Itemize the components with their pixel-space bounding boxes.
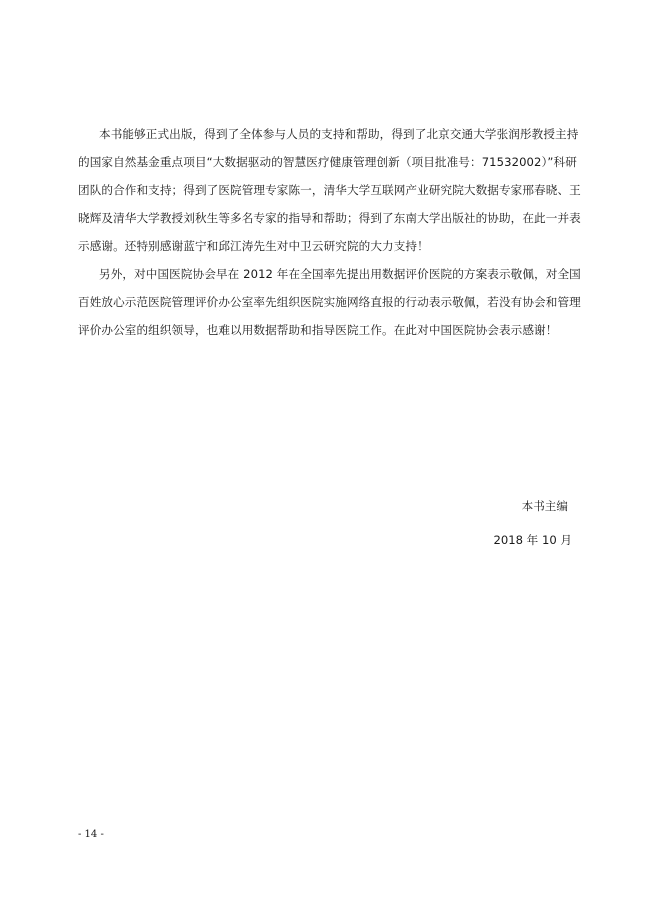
signature-date: 2018 年 10 月 [493, 533, 572, 547]
paragraph-line: 晓辉及清华大学教授刘秋生等多名专家的指导和帮助；得到了东南大学出版社的协助，在此一并表 [78, 211, 581, 225]
paragraph-line: 的国家自然基金重点项目“大数据驱动的智慧医疗健康管理创新（项目批准号：71532002）”科研 [78, 155, 577, 169]
page-number: - 14 - [78, 829, 104, 840]
paragraph-line: 另外，对中国医院协会早在 2012 年在全国率先提出用数据评价医院的方案表示敬佩，对全国 [99, 267, 581, 281]
paragraph-line: 评价办公室的组织领导，也难以用数据帮助和指导医院工作。在此对中国医院协会表示感谢！ [78, 323, 558, 337]
paragraph-line: 团队的合作和支持；得到了医院管理专家陈一，清华大学互联网产业研究院大数据专家邢春晓、王 [78, 183, 581, 197]
paragraph-2 [78, 260, 580, 344]
paragraph-line: 示感谢。还特别感谢蓝宁和邱江涛先生对中卫云研究院的大力支持！ [78, 239, 429, 253]
paragraph-line: 百姓放心示范医院管理评价办公室率先组织医院实施网络直报的行动表示敬佩，若没有协会和管理 [78, 295, 581, 309]
paragraph-1 [78, 120, 580, 260]
paragraph-line: 本书能够正式出版，得到了全体参与人员的支持和帮助，得到了北京交通大学张润彤教授主持 [99, 127, 579, 141]
acknowledgement-body [78, 120, 580, 344]
editor-signature: 本书主编 [521, 499, 568, 513]
